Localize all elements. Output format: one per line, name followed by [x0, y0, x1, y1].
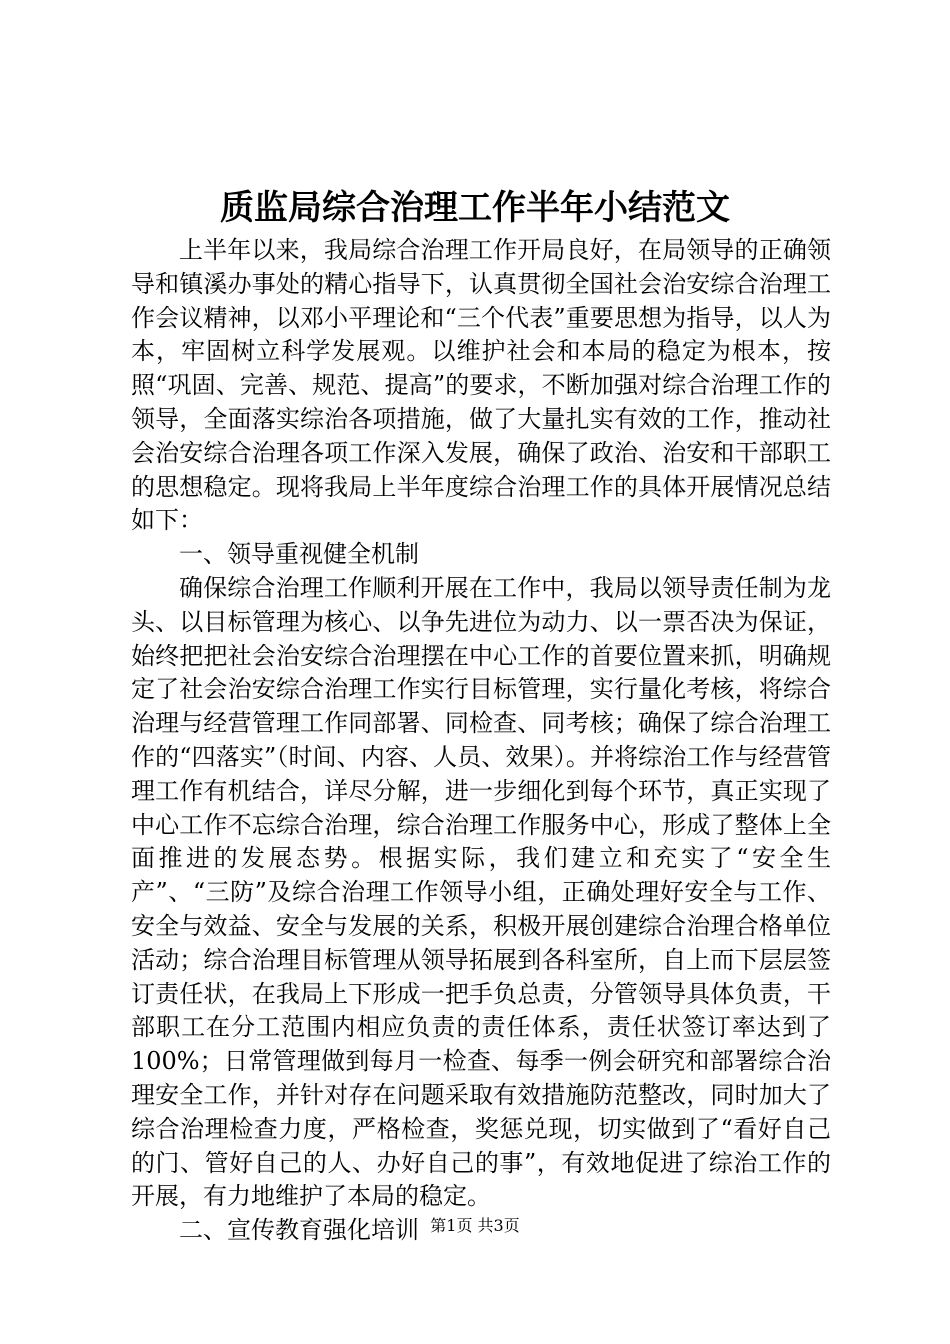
document-title: 质监局综合治理工作半年小结范文 — [220, 188, 730, 228]
section-1-paragraph: 确保综合治理工作顺利开展在工作中，我局以领导责任制为龙头、以目标管理为核心、以争先进位为动力、以一票否决为保证，始终把把社会治安综合治理摆在中心工作的首要位置来抓，明确规定了社会治安综合治理工作实行目标管理，实行量化考核，将综合治理与经营管理工作同部署、同检查、同考核；确保了综合治理工作的“四落实”（时间、内容、人员、效果）。并将综治工作与经营管理工作有机结合，详尽分解，进一步细化到每个环节，真正实现了中心工作不忘综合治理，综合治理工作服务中心，形成了整体上全面推进的发展态势。根据实际，我们建立和充实了“安全生产”、“三防”及综合治理工作领导小组，正确处理好安全与工作、安全与效益、安全与发展的关系，积极开展创建综合治理合格单位活动；综合治理目标管理从领导拓展到各科室所，自上而下层层签订责任状，在我局上下形成一把手负总责，分管领导具体负责，干部职工在分工范围内相应负责的责任体系，责任状签订率达到了100%；日常管理做到每月一检查、每季一例会研究和部署综合治理安全工作，并针对存在问题采取有效措施防范整改，同时加大了综合治理检查力度，严格检查，奖惩兑现，切实做到了“看好自己的门、管好自己的人、办好自己的事”，有效地促进了综治工作的开展，有力地维护了本局的稳定。 — [131, 573, 831, 1211]
section-heading-1: 一、领导重视健全机制 — [179, 540, 419, 569]
page-number-footer: 第1页 共3页 — [430, 1216, 520, 1235]
document-body — [131, 234, 831, 1248]
section-heading-2: 二、宣传教育强化培训 — [179, 1216, 419, 1245]
intro-paragraph: 上半年以来，我局综合治理工作开局良好，在局领导的正确领导和镇溪办事处的精心指导下，认真贯彻全国社会治安综合治理工作会议精神，以邓小平理论和“三个代表”重要思想为指导，以人为本，牢固树立科学发展观。以维护社会和本局的稳定为根本，按照“巩固、完善、规范、提高”的要求，不断加强对综合治理工作的领导，全面落实综治各项措施，做了大量扎实有效的工作，推动社会治安综合治理各项工作深入发展，确保了政治、治安和干部职工的思想稳定。现将我局上半年度综合治理工作的具体开展情况总结如下： — [131, 236, 831, 535]
